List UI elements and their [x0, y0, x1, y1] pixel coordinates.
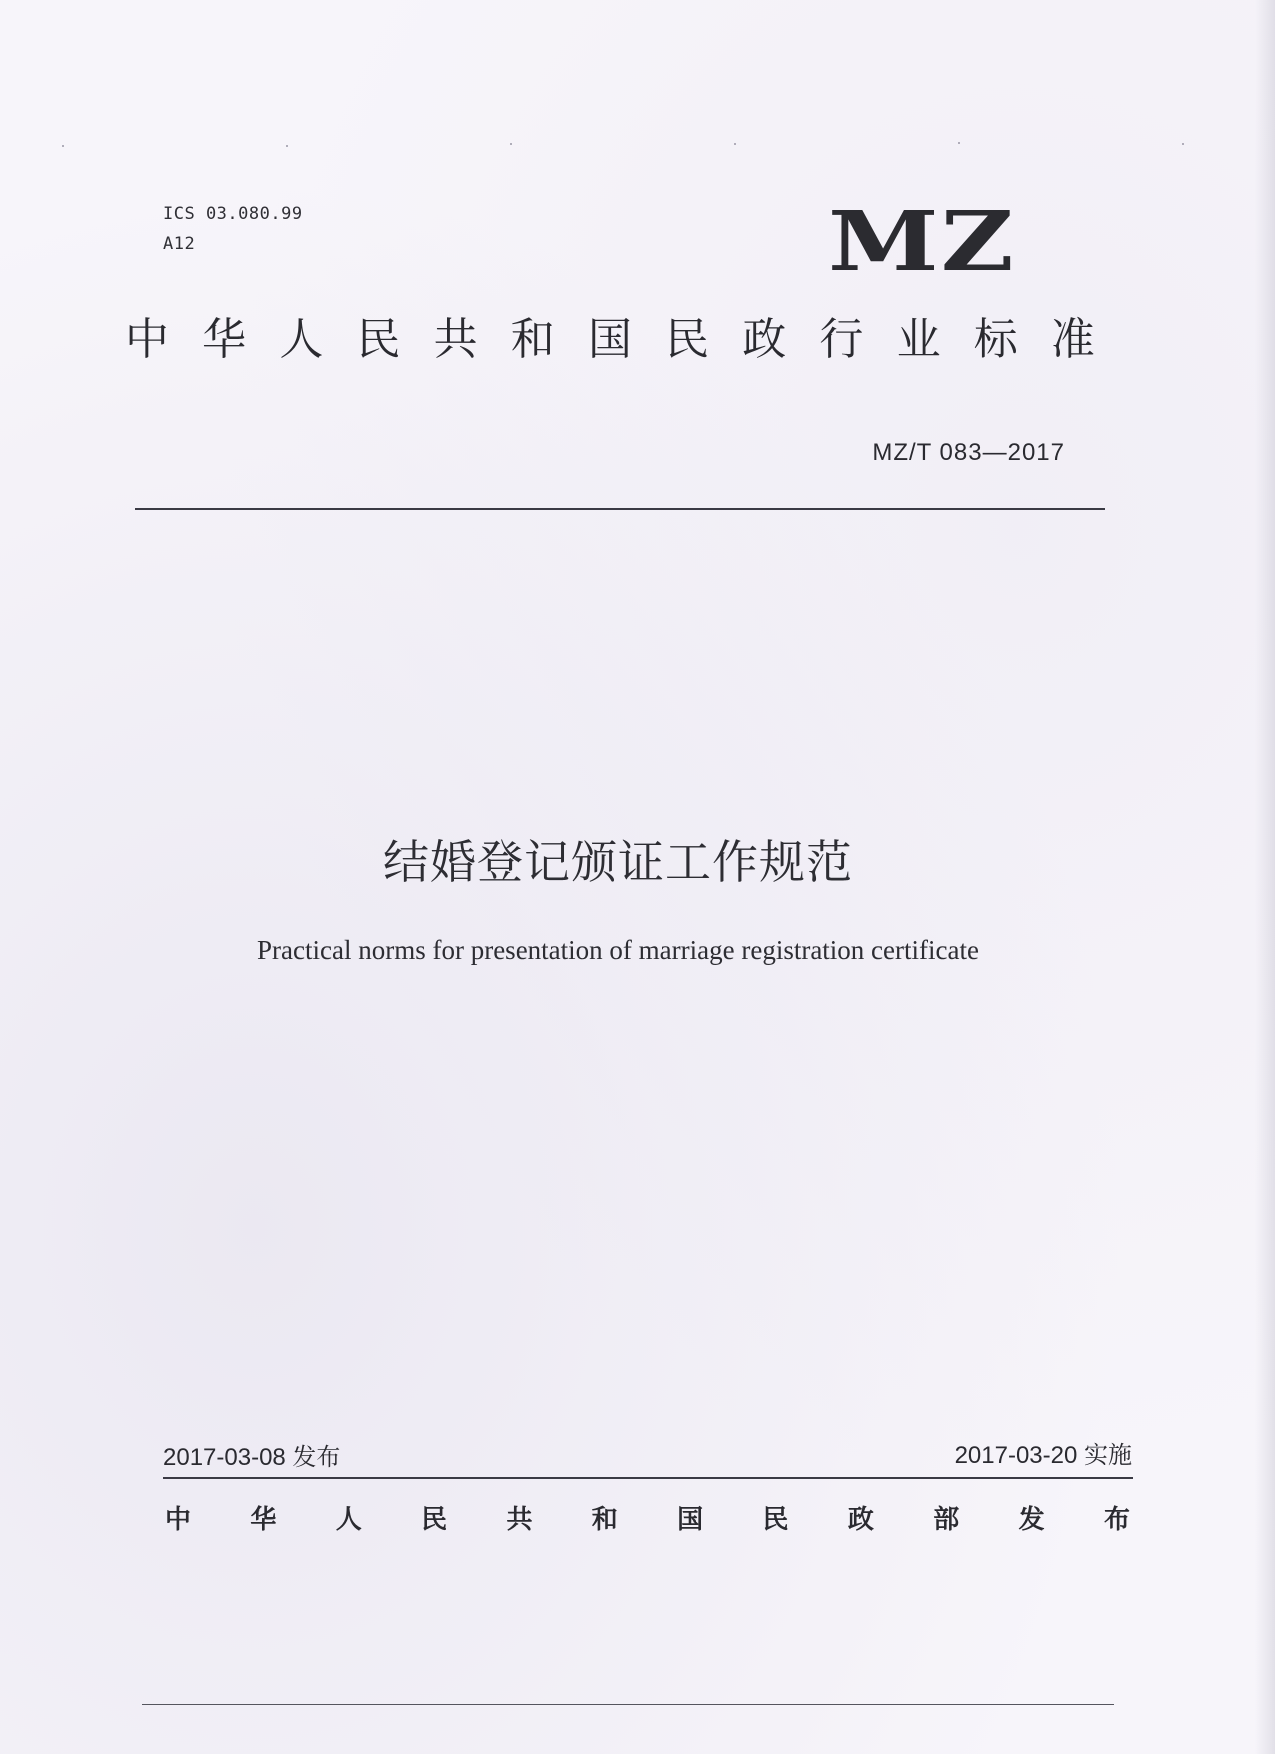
ics-code: ICS 03.080.99	[163, 204, 303, 224]
bottom-rule	[142, 1704, 1114, 1705]
heading-char: 行	[819, 314, 864, 365]
mz-logo: MZ	[828, 192, 1016, 290]
publisher-char: 共	[506, 1505, 533, 1535]
heading-char: 中	[125, 314, 169, 365]
scan-edge-shadow	[1255, 0, 1275, 1754]
heading-char: 业	[896, 314, 941, 365]
heading-char: 政	[742, 314, 787, 365]
registration-mark	[1182, 143, 1184, 145]
heading-char: 华	[202, 314, 247, 365]
publisher-line	[165, 1500, 1130, 1540]
header-divider	[135, 508, 1105, 510]
publisher-char: 发	[1018, 1505, 1045, 1535]
publisher-char: 和	[591, 1505, 618, 1535]
heading-char: 共	[433, 314, 478, 365]
heading-char: 和	[510, 314, 555, 365]
heading-char: 民	[665, 314, 710, 365]
registration-mark	[286, 145, 288, 147]
publisher-char: 人	[335, 1505, 362, 1535]
publisher-char: 民	[421, 1505, 448, 1535]
heading-char: 国	[587, 314, 632, 365]
implementation-date: 2017-03-20 实施	[954, 1442, 1132, 1469]
publisher-char: 布	[1103, 1505, 1130, 1535]
heading-char: 准	[1050, 314, 1095, 365]
footer-divider	[163, 1477, 1133, 1479]
document-title-english: Practical norms for presentation of marriage registration certificate	[257, 935, 979, 965]
standard-type-heading	[125, 310, 1095, 370]
registration-mark	[510, 143, 512, 145]
document-title-chinese: 结婚登记颁证工作规范	[383, 835, 853, 889]
registration-mark	[958, 142, 960, 144]
registration-mark	[62, 145, 64, 147]
publisher-char: 中	[165, 1505, 192, 1535]
class-code: A12	[163, 234, 196, 254]
heading-char: 人	[279, 314, 324, 365]
heading-char: 民	[356, 314, 401, 365]
registration-mark	[734, 143, 736, 145]
publisher-char: 民	[762, 1505, 789, 1535]
publisher-char: 部	[933, 1505, 960, 1535]
publisher-char: 华	[250, 1505, 277, 1535]
publisher-char: 政	[847, 1505, 874, 1535]
publisher-char: 国	[677, 1505, 704, 1535]
heading-char: 标	[973, 314, 1018, 365]
issue-date: 2017-03-08 发布	[163, 1444, 341, 1471]
classification-codes	[163, 199, 303, 259]
standard-number: MZ/T 083—2017	[872, 439, 1065, 466]
